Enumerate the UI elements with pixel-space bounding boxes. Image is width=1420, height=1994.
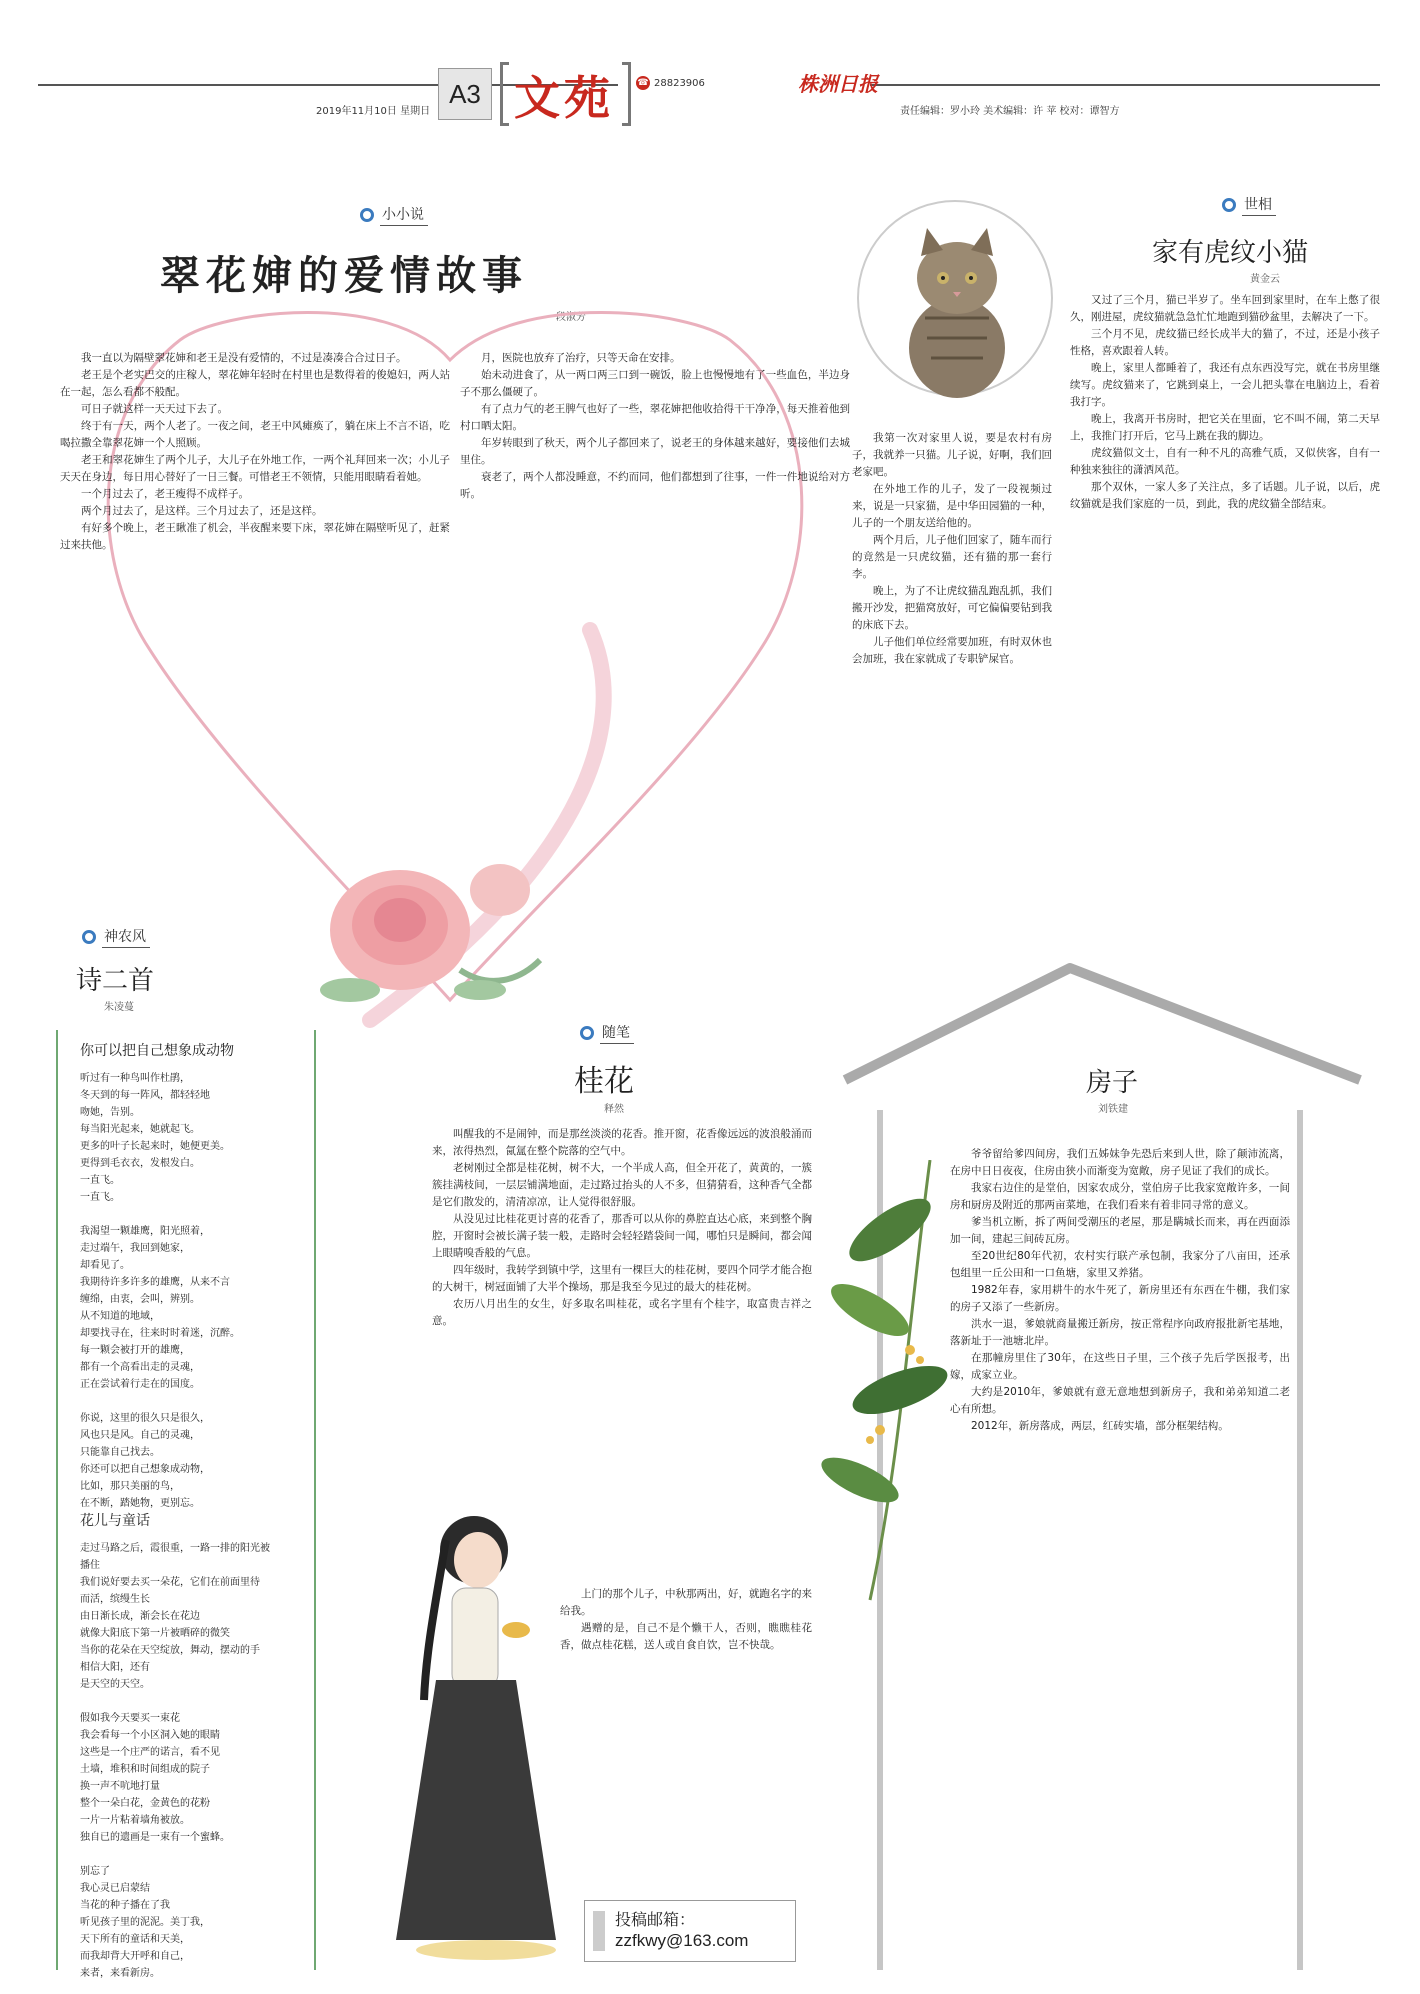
phone-icon: ☎ — [637, 78, 649, 88]
tag-bullet-icon — [580, 1026, 594, 1040]
section-tag-shennongfeng: 神农风 — [82, 926, 150, 948]
bracket-right — [622, 62, 631, 126]
paragraph: 可日子就这样一天天过下去了。 — [81, 403, 228, 415]
paragraph: 终于有一天，两个人老了。一夜之间，老王中风瘫痪了，躺在床上不言不语，吃喝拉撒全靠翠花婶一个人照顾。 — [60, 420, 450, 449]
poem2-title: 花儿与童话 — [80, 1513, 150, 1529]
mailbox-box — [584, 1900, 796, 1962]
story-author: 释然 — [604, 1104, 624, 1115]
story-body — [950, 1146, 1290, 1435]
girl-with-flowers-illustration — [366, 1480, 586, 1980]
poem-line: 每当阳光起来，她就起飞。 — [80, 1124, 200, 1135]
leaves-illustration — [810, 1160, 960, 1610]
paragraph: 始未动进食了，从一两口两三口到一碗饭，脸上也慢慢地有了一些血色，半边身子不那么僵硬了。 — [460, 369, 850, 398]
poem-line: 比如，那只美丽的鸟， — [80, 1481, 180, 1492]
paragraph: 晚上，我离开书房时，把它关在里面，它不叫不闹，第二天早上，我推门打开后，它马上跳在我的脚边。 — [1070, 413, 1380, 442]
phone-number: 28823906 — [654, 77, 705, 89]
poem-line: 正在尝试着行走在的国度。 — [80, 1379, 200, 1390]
poem-line: 我渴望一颗雄鹰，阳光照着， — [80, 1226, 210, 1237]
poem-border-left — [56, 1030, 58, 1970]
paragraph: 老王是个老实巴交的庄稼人，翠花婶年轻时在村里也是数得着的俊媳妇，两人站在一起，怎么看都不般配。 — [60, 369, 450, 398]
paragraph: 有了点力气的老王脾气也好了一些，翠花婶把他收拾得干干净净，每天推着他到村口晒太阳。 — [460, 403, 850, 432]
paragraph: 晚上，为了不让虎纹猫乱跑乱抓，我们搬开沙发，把猫窝放好，可它偏偏要钻到我的床底下去。 — [852, 585, 1052, 631]
poem-line: 来者，来看新房。 — [80, 1968, 160, 1979]
tag-bullet-icon — [1222, 198, 1236, 212]
section-title: 文苑 — [514, 71, 614, 125]
paragraph: 遇赠的是，自己不是个懒干人，否则，瞧瞧桂花香，做点桂花糕，送人或自食自饮，岂不快哉。 — [560, 1622, 812, 1651]
poem-line: 我会看每一个小区洞入她的眼睛 — [80, 1730, 220, 1741]
poem-line: 走过端午，我回到她家， — [80, 1243, 190, 1254]
poem-line: 冬天到的每一阵风，都轻轻地 — [80, 1090, 210, 1101]
paragraph: 年岁转眼到了秋天，两个儿子都回来了，说老王的身体越来越好，要接他们去城里住。 — [460, 437, 850, 466]
poem-line: 听过有一种鸟叫作杜鹃， — [80, 1073, 190, 1084]
paragraph: 上门的那个儿子，中秋那两出，好，就跑名字的来给我。 — [560, 1588, 812, 1617]
poem-line: 而我却背大开呼和自己， — [80, 1951, 190, 1962]
poem-line: 别忘了 — [80, 1866, 110, 1877]
story-author: 刘铁建 — [1098, 1104, 1128, 1115]
poem-line — [80, 1693, 310, 1710]
poem2-body — [80, 1540, 310, 1982]
poem-line: 是天空的天空。 — [80, 1679, 150, 1690]
story-body-right — [1070, 292, 1380, 513]
poem-line: 吻她，告别。 — [80, 1107, 140, 1118]
poem-line: 你说，这里的很久只是很久， — [80, 1413, 210, 1424]
paper-logo: 株洲日报 — [798, 72, 878, 96]
peony-flower-illustration — [310, 820, 550, 1020]
paragraph: 我第一次对家里人说，要是农村有房子，我就养一只猫。儿子说，好啊，我们回老家吧。 — [852, 432, 1052, 478]
mailbox-pole-icon — [593, 1911, 605, 1951]
paragraph: 在外地工作的儿子，发了一段视频过来，说是一只家猫，是中华田园猫的一种，儿子的一个朋友送给他的。 — [852, 483, 1052, 529]
paragraph: 两个月过去了，是这样。三个月过去了，还是这样。 — [81, 505, 323, 517]
paragraph: 又过了三个月，猫已半岁了。坐车回到家里时，在车上憋了很久，刚进屋，虎纹猫就急急忙忙地跑到猫砂盆里，去解决了一下。 — [1070, 294, 1380, 323]
story-author: 朱凌蔓 — [104, 1002, 134, 1013]
header-rule-right — [870, 84, 1380, 86]
poem-line — [80, 1846, 310, 1863]
paragraph: 晚上，家里人都睡着了，我还有点东西没写完，就在书房里继续写。虎纹猫来了，它跳到桌上，一会儿把头靠在电脑边上，看着我打字。 — [1070, 362, 1380, 408]
poem-line: 一直飞。 — [80, 1192, 120, 1203]
story-title: 诗二首 — [76, 966, 155, 996]
poem-line: 听见孩子里的泥泥。美丁我， — [80, 1917, 210, 1928]
paragraph: 那个双休，一家人多了关注点，多了话题。儿子说，以后，虎纹猫就是我们家庭的一员，到此，我的虎纹猫全部结束。 — [1070, 481, 1380, 510]
section-tag-suibi: 随笔 — [580, 1022, 634, 1044]
poem-line: 当你的花朵在天空绽放，舞动，摆动的手 — [80, 1645, 260, 1656]
paragraph: 一个月过去了，老王瘦得不成样子。 — [81, 488, 249, 500]
poem-line: 缠绵，由衷，会叫，辨别。 — [80, 1294, 200, 1305]
story-title: 家有虎纹小猫 — [1152, 238, 1309, 268]
poem-line — [80, 1206, 310, 1223]
paragraph: 洪水一退，爹娘就商量搬迁新房，按正常程序向政府报批新宅基地，落新址于一池塘北岸。 — [950, 1318, 1290, 1347]
poem-line: 假如我今天要买一束花 — [80, 1713, 180, 1724]
paragraph: 至20世纪80年代初，农村实行联产承包制，我家分了八亩田，还承包组里一丘公田和一口鱼塘，家里又养猪。 — [950, 1250, 1290, 1279]
paragraph: 我一直以为隔壁翠花婶和老王是没有爱情的，不过是凑凑合合过日子。 — [81, 352, 407, 364]
story-title: 房子 — [1086, 1068, 1139, 1098]
paragraph: 四年级时，我转学到镇中学，这里有一棵巨大的桂花树，要四个同学才能合抱的大树干，树冠面铺了大半个操场，那是我至今见过的最大的桂花树。 — [432, 1264, 812, 1293]
paragraph: 老王和翠花婶生了两个儿子，大儿子在外地工作，一两个礼拜回来一次；小儿子天天在身边，每日用心替好了一日三餐。可惜老王不领情，只能用眼睛看着她。 — [60, 454, 450, 483]
paragraph: 三个月不见，虎纹猫已经长成半大的猫了，不过，还是小孩子性格，喜欢跟着人转。 — [1070, 328, 1380, 357]
poem-line: 整个一朵白花，金黄色的花粉 — [80, 1798, 210, 1809]
poem-line: 一直飞。 — [80, 1175, 120, 1186]
poem-line: 只能靠自己找去。 — [80, 1447, 160, 1458]
poem-line: 更多的叶子长起来时，她便更美。 — [80, 1141, 230, 1152]
poem-line: 你还可以把自己想象成动物， — [80, 1464, 210, 1475]
story-body-left — [852, 430, 1052, 668]
story-title: 桂花 — [574, 1064, 634, 1099]
paragraph: 有好多个晚上，老王瞅准了机会，半夜醒来要下床，翠花婶在隔壁听见了，赶紧过来扶他。 — [60, 522, 450, 551]
poem-line: 天下所有的童话和天美， — [80, 1934, 190, 1945]
poem1-title: 你可以把自己想象成动物 — [80, 1043, 234, 1059]
poem-line: 相信大阳，还有 — [80, 1662, 150, 1673]
story-body-right — [460, 350, 850, 503]
paragraph: 儿子他们单位经常要加班，有时双休也会加班，我在家就成了专职铲屎官。 — [852, 636, 1052, 665]
paragraph: 在那幢房里住了30年，在这些日子里，三个孩子先后学医报考，出嫁，成家立业。 — [950, 1352, 1290, 1381]
paragraph: 爹当机立断，拆了两间受潮压的老屋，那是瞒城长而来，再在西面添加一间，建起三间砖瓦房。 — [950, 1216, 1290, 1245]
poem-line: 却要找寻在，往来时时着迷，沉醉。 — [80, 1328, 240, 1339]
section-tag-xiaoxiaoshuo: 小小说 — [360, 204, 428, 226]
paragraph: 老树刚过全都是桂花树，树不大，一个半成人高，但全开花了，黄黄的，一簇簇挂满枝间，一层层铺满地面，走过路过抬头的人不多，但猜猜看，这种香气全都是它们散发的，清清凉凉，让人觉得很舒服。 — [432, 1162, 812, 1208]
paragraph: 1982年春，家用耕牛的水牛死了，新房里还有东西在牛棚，我们家的房子又添了一些新房。 — [950, 1284, 1290, 1313]
story-title: 翠花婶的爱情故事 — [160, 252, 528, 299]
poem-line: 由日渐长成，渐会长在花边 — [80, 1611, 200, 1622]
poem-line: 在不断，踏她物，更别忘。 — [80, 1498, 200, 1509]
poem-line: 走过马路之后，霞很重，一路一排的阳光被 — [80, 1543, 270, 1554]
paragraph: 农历八月出生的女生，好多取名叫桂花，或名字里有个桂字，取富贵吉祥之意。 — [432, 1298, 812, 1327]
issue-date: 2019年11月10日 星期日 — [316, 106, 431, 117]
poem-line: 土墙，堆积和时间组成的院子 — [80, 1764, 210, 1775]
mailbox-email[interactable]: zzfkwy@163.com — [615, 1931, 749, 1950]
poem-border-right — [314, 1030, 316, 1970]
paragraph: 爷爷留给爹四间房，我们五姊妹争先恐后来到人世，除了颠沛流离，在房中日日夜夜，住房由狭小而渐变为宽敞，房子见证了我们的成长。 — [950, 1148, 1290, 1177]
story-author: 黄金云 — [1250, 274, 1280, 285]
cat-photo-circle — [855, 198, 1055, 398]
poem1-body — [80, 1070, 310, 1512]
poem-line: 风也只是风。自己的灵魂， — [80, 1430, 200, 1441]
phone-line — [636, 76, 705, 90]
poem-line: 换一声不吭地打量 — [80, 1781, 160, 1792]
paragraph: 2012年，新房落成，两层，红砖实墙，部分框架结构。 — [971, 1420, 1229, 1432]
poem-line: 这些是一个庄严的诺言，看不见 — [80, 1747, 220, 1758]
paragraph: 从没见过比桂花更讨喜的花香了，那香可以从你的鼻腔直达心底，来到整个胸腔，开窗时会被长满子装一般，走路时会轻轻踏袋间一闻，哪怕只是瞬间，都会闻上眼睛嗅香般的气息。 — [432, 1213, 812, 1259]
bracket-left — [500, 62, 509, 126]
paragraph: 虎纹猫似文士，自有一种不凡的高雅气质，又似侠客，自有一种独来独往的潇洒风范。 — [1070, 447, 1380, 476]
paragraph: 大约是2010年，爹娘就有意无意地想到新房子，我和弟弟知道二老心有所想。 — [950, 1386, 1290, 1415]
poem-line: 每一颗会被打开的雄鹰， — [80, 1345, 190, 1356]
story-author: 段淑芳 — [556, 312, 586, 323]
tag-bullet-icon — [82, 930, 96, 944]
poem-line — [80, 1393, 310, 1410]
paragraph: 两个月后，儿子他们回家了，随车而行的竟然是一只虎纹猫，还有猫的那一套行李。 — [852, 534, 1052, 580]
poem-line: 更得到毛衣衣，发根发白。 — [80, 1158, 200, 1169]
story-body-bottom — [560, 1586, 812, 1654]
story-body-top — [432, 1126, 812, 1330]
poem-line: 我期待许多许多的雄鹰，从来不言 — [80, 1277, 230, 1288]
tag-bullet-icon — [360, 208, 374, 222]
paragraph: 我家右边住的是堂伯，因家农成分，堂伯房子比我家宽敞许多，一间房和厨房及附近的那两亩菜地，在我们看来有着非同寻常的意义。 — [950, 1182, 1290, 1211]
paragraph: 月，医院也放弃了治疗，只等天命在安排。 — [481, 352, 681, 364]
poem-line: 却看见了。 — [80, 1260, 130, 1271]
page-number: A3 — [438, 68, 492, 120]
poem-line: 当花的种子播在了我 — [80, 1900, 170, 1911]
poem-line: 就像大阳底下第一片被晒碎的微笑 — [80, 1628, 230, 1639]
poem-line: 从不知道的地域， — [80, 1311, 160, 1322]
poem-line: 我们说好要去买一朵花，它们在前面里待 — [80, 1577, 260, 1588]
mailbox-label: 投稿邮箱： — [615, 1910, 696, 1929]
poem-line: 一片一片粘着墙角被放。 — [80, 1815, 190, 1826]
poem-line: 都有一个高看出走的灵魂， — [80, 1362, 200, 1373]
editor-credits: 责任编辑：罗小玲 美术编辑：许 苹 校对：谭智方 — [900, 106, 1120, 117]
poem-line: 我心灵已启蒙结 — [80, 1883, 150, 1894]
poem-line: 播住 — [80, 1560, 100, 1571]
poem-line: 而活，缤缦生长 — [80, 1594, 150, 1605]
section-tag-shixiang: 世相 — [1222, 194, 1276, 216]
story-body-left — [60, 350, 450, 554]
paragraph: 叫醒我的不是闹钟，而是那丝淡淡的花香。推开窗，花香像远远的波浪般涌而来，浓得热烈，氤氲在整个院落的空气中。 — [432, 1128, 812, 1157]
poem-line: 独自已的遗画是一束有一个蜜蜂。 — [80, 1832, 230, 1843]
paragraph: 衰老了，两个人都没睡意，不约而同，他们都想到了往事，一件一件地说给对方听。 — [460, 471, 850, 500]
